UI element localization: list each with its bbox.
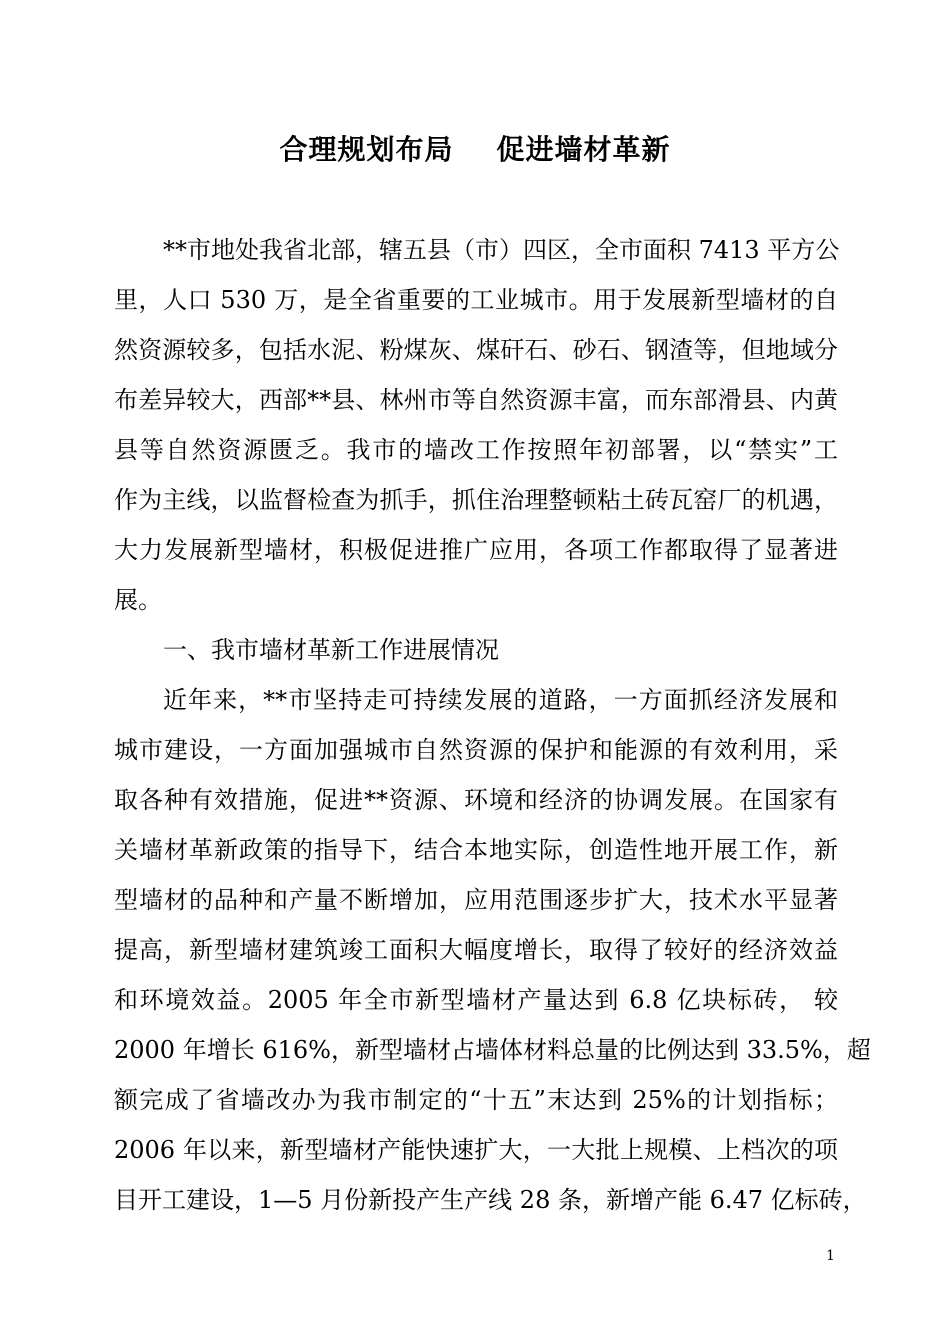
paragraph-line: 额完成了省墙改办为我市制定的“十五”末达到 25%的计划指标； (114, 1086, 838, 1114)
paragraph-line: 展。 (114, 586, 162, 614)
paragraph-line: 近年来，**市坚持走可持续发展的道路，一方面抓经济发展和 (163, 686, 838, 714)
paragraph-line: 关墙材革新政策的指导下，结合本地实际，创造性地开展工作，新 (114, 836, 838, 864)
paragraph-line: 2006 年以来，新型墙材产能快速扩大，一大批上规模、上档次的项 (114, 1136, 838, 1164)
page-number: 1 (826, 1248, 835, 1264)
paragraph-line: 作为主线，以监督检查为抓手，抓住治理整顿粘土砖瓦窑厂的机遇， (114, 486, 838, 514)
paragraph-line: 然资源较多，包括水泥、粉煤灰、煤矸石、砂石、钢渣等，但地域分 (114, 336, 838, 364)
paragraph-line: **市地处我省北部，辖五县（市）四区，全市面积 7413 平方公 (163, 236, 840, 264)
paragraph-line: 取各种有效措施，促进**资源、环境和经济的协调发展。在国家有 (114, 786, 838, 814)
paragraph-line: 型墙材的品种和产量不断增加，应用范围逐步扩大，技术水平显著 (114, 886, 838, 914)
paragraph-line: 目开工建设，1—5 月份新投产生产线 28 条，新增产能 6.47 亿标砖， (114, 1186, 867, 1214)
paragraph-line: 里，人口 530 万，是全省重要的工业城市。用于发展新型墙材的自 (114, 286, 838, 314)
paragraph-line: 和环境效益。2005 年全市新型墙材产量达到 6.8 亿块标砖， 较 (114, 986, 838, 1014)
document-title: 合理规划布局 促进墙材革新 (279, 133, 671, 166)
paragraph-line: 县等自然资源匮乏。我市的墙改工作按照年初部署，以“禁实”工 (114, 436, 838, 464)
paragraph-line: 2000 年增长 616%，新型墙材占墙体材料总量的比例达到 33.5%，超 (114, 1036, 871, 1064)
paragraph-line: 城市建设，一方面加强城市自然资源的保护和能源的有效利用，采 (114, 736, 838, 764)
paragraph-line: 布差异较大，西部**县、林州市等自然资源丰富，而东部滑县、内黄 (114, 386, 838, 414)
paragraph-line: 大力发展新型墙材，积极促进推广应用，各项工作都取得了显著进 (114, 536, 838, 564)
section-heading: 一、我市墙材革新工作进展情况 (163, 636, 499, 664)
paragraph-line: 提高，新型墙材建筑竣工面积大幅度增长，取得了较好的经济效益 (114, 936, 838, 964)
